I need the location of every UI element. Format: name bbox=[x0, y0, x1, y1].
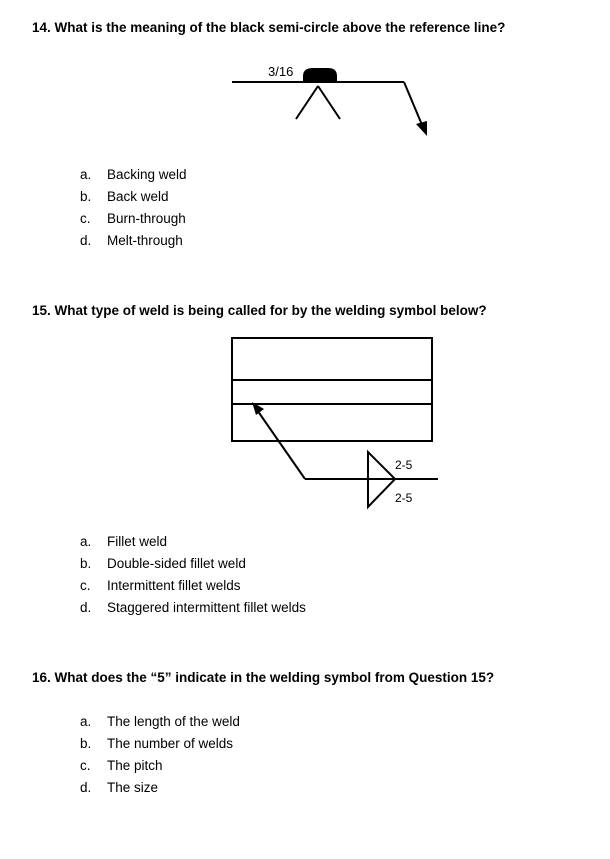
welding-symbol-intermittent-fillet bbox=[0, 330, 610, 530]
option-letter: d. bbox=[80, 233, 92, 248]
option[interactable] bbox=[80, 777, 240, 799]
length-pitch-label-top: 2-5 bbox=[395, 458, 413, 472]
arrow-head bbox=[416, 121, 427, 136]
option-letter: b. bbox=[80, 736, 92, 751]
black-semi-circle bbox=[303, 68, 337, 82]
option-text: Fillet weld bbox=[107, 534, 168, 549]
option[interactable] bbox=[80, 531, 306, 553]
option-text: The number of welds bbox=[107, 736, 234, 751]
option-text: Back weld bbox=[107, 189, 169, 204]
question-text: What type of weld is being called for by the welding symbol below? bbox=[54, 303, 487, 318]
option-text: Backing weld bbox=[107, 167, 187, 182]
option-text: Melt-through bbox=[107, 233, 183, 248]
option-text: Staggered intermittent fillet welds bbox=[107, 600, 306, 615]
welding-symbol-melt-through bbox=[0, 0, 610, 150]
option[interactable] bbox=[80, 711, 240, 733]
option-text: Burn-through bbox=[107, 211, 186, 226]
question-number: 14. bbox=[32, 20, 51, 35]
option-letter: a. bbox=[80, 714, 92, 729]
symbol-leg-right bbox=[318, 86, 340, 119]
option[interactable] bbox=[80, 186, 187, 208]
option[interactable] bbox=[80, 553, 306, 575]
option-text: The pitch bbox=[107, 758, 163, 773]
question-text: What is the meaning of the black semi-circle above the reference line? bbox=[54, 20, 506, 35]
question-number: 16. bbox=[32, 670, 51, 685]
question-16 bbox=[32, 670, 494, 685]
option-letter: d. bbox=[80, 600, 92, 615]
symbol-leg-left bbox=[296, 86, 318, 119]
fillet-symbol-upper bbox=[368, 452, 395, 479]
question-text: What does the “5” indicate in the welding symbol from Question 15? bbox=[54, 670, 495, 685]
option-text: Intermittent fillet welds bbox=[107, 578, 241, 593]
option-letter: c. bbox=[80, 758, 91, 773]
drawing-box bbox=[232, 338, 432, 441]
question-15 bbox=[32, 303, 487, 318]
option[interactable] bbox=[80, 230, 187, 252]
option[interactable] bbox=[80, 208, 187, 230]
option[interactable] bbox=[80, 597, 306, 619]
option-letter: a. bbox=[80, 167, 92, 182]
question-15-options bbox=[80, 531, 306, 619]
option-letter: b. bbox=[80, 189, 92, 204]
question-14-options bbox=[80, 164, 187, 252]
option-letter: c. bbox=[80, 211, 91, 226]
question-16-options bbox=[80, 711, 240, 799]
option[interactable] bbox=[80, 733, 240, 755]
option-letter: c. bbox=[80, 578, 91, 593]
length-pitch-label-bottom: 2-5 bbox=[395, 491, 413, 505]
option-text: The size bbox=[107, 780, 159, 795]
option-text: The length of the weld bbox=[107, 714, 240, 729]
option-letter: b. bbox=[80, 556, 92, 571]
option[interactable] bbox=[80, 575, 306, 597]
option-text: Double-sided fillet weld bbox=[107, 556, 246, 571]
option-letter: a. bbox=[80, 534, 92, 549]
option[interactable] bbox=[80, 755, 240, 777]
arrow-leader bbox=[255, 407, 305, 479]
option[interactable] bbox=[80, 164, 187, 186]
fillet-symbol-lower bbox=[368, 479, 395, 507]
question-number: 15. bbox=[32, 303, 51, 318]
option-letter: d. bbox=[80, 780, 92, 795]
symbol-size-label: 3/16 bbox=[268, 64, 294, 79]
